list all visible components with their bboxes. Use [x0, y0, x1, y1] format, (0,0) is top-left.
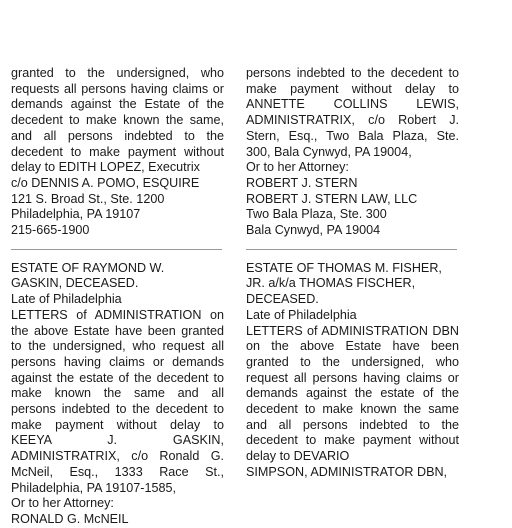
attorney-line: Two Bala Plaza, Ste. 300 [246, 207, 387, 222]
phone-number: 215-665-1900 [11, 223, 90, 238]
notice-fisher-heading [246, 261, 459, 308]
attorney-line: ROBERT J. STERN LAW, LLC [246, 191, 418, 206]
heading-line: GASKIN, DECEASED. [11, 276, 139, 291]
notice-lopez-address [11, 176, 224, 239]
notice-divider [246, 249, 457, 250]
notice-fisher-location: Late of Philadelphia [246, 307, 357, 322]
notice-gaskin-location: Late of Philadelphia [11, 292, 122, 307]
notice-gaskin-attorney-name: RONALD G. McNEIL [11, 511, 129, 526]
heading-line: ESTATE OF RAYMOND W. [11, 260, 165, 275]
attorney-line: Bala Cynwyd, PA 19004 [246, 223, 381, 238]
notice-lewis-body: persons indebted to the decedent to make payment without delay to ANNETTE COLLINS LEWIS, ADMINISTRATRIX, c/o Robert J. Stern, Esq., Two Bala Plaza, Ste. 300, Bala Cynwyd, PA 19004, [246, 66, 459, 159]
heading-line: DECEASED. [246, 292, 319, 307]
heading-line: JR. a/k/a THOMAS FISCHER, [246, 276, 416, 291]
address-line: 121 S. Broad St., Ste. 1200 [11, 191, 165, 206]
right-column [246, 66, 459, 481]
notice-divider [11, 249, 222, 250]
notice-lopez-body: granted to the undersigned, who requests all persons having claims or demands against the Estate of the decedent to make known the same, and all persons indebted to the decedent to make payment without delay to EDITH LOPEZ, Executrix [11, 66, 224, 175]
notice-gaskin-attorney-label: Or to her Attorney: [11, 496, 114, 511]
heading-line: ESTATE OF THOMAS M. FISHER, [246, 260, 442, 275]
notice-fisher-body: LETTERS of ADMINISTRATION DBN on the above Estate have been granted to the undersigned, who request all persons having claims or demands against the estate of the decedent to make known the same and all persons indebted to the decedent to make payment without delay to DEVARIO [246, 323, 459, 464]
notice-fisher-body-cut: SIMPSON, ADMINISTRATOR DBN, [246, 464, 448, 479]
address-line: c/o DENNIS A. POMO, ESQUIRE [11, 175, 200, 190]
attorney-line: ROBERT J. STERN [246, 175, 358, 190]
left-column [11, 66, 224, 528]
notice-lewis-attorney-label: Or to her Attorney: [246, 160, 349, 175]
notice-gaskin-body: LETTERS of ADMINISTRATION on the above Estate have been granted to the undersigned, who request all persons having claims or demands against the estate of the decedent to make known the same and all persons indebted to the decedent to make payment without delay to KEEYA J. GASKIN, ADMINISTRATRIX, c/o Ronald G. McNeil, Esq., 1333 Race St., Philadelphia, PA 19107-1585, [11, 307, 224, 495]
notice-lewis-attorney [246, 176, 459, 239]
address-line: Philadelphia, PA 19107 [11, 207, 141, 222]
notice-gaskin-heading [11, 261, 224, 292]
